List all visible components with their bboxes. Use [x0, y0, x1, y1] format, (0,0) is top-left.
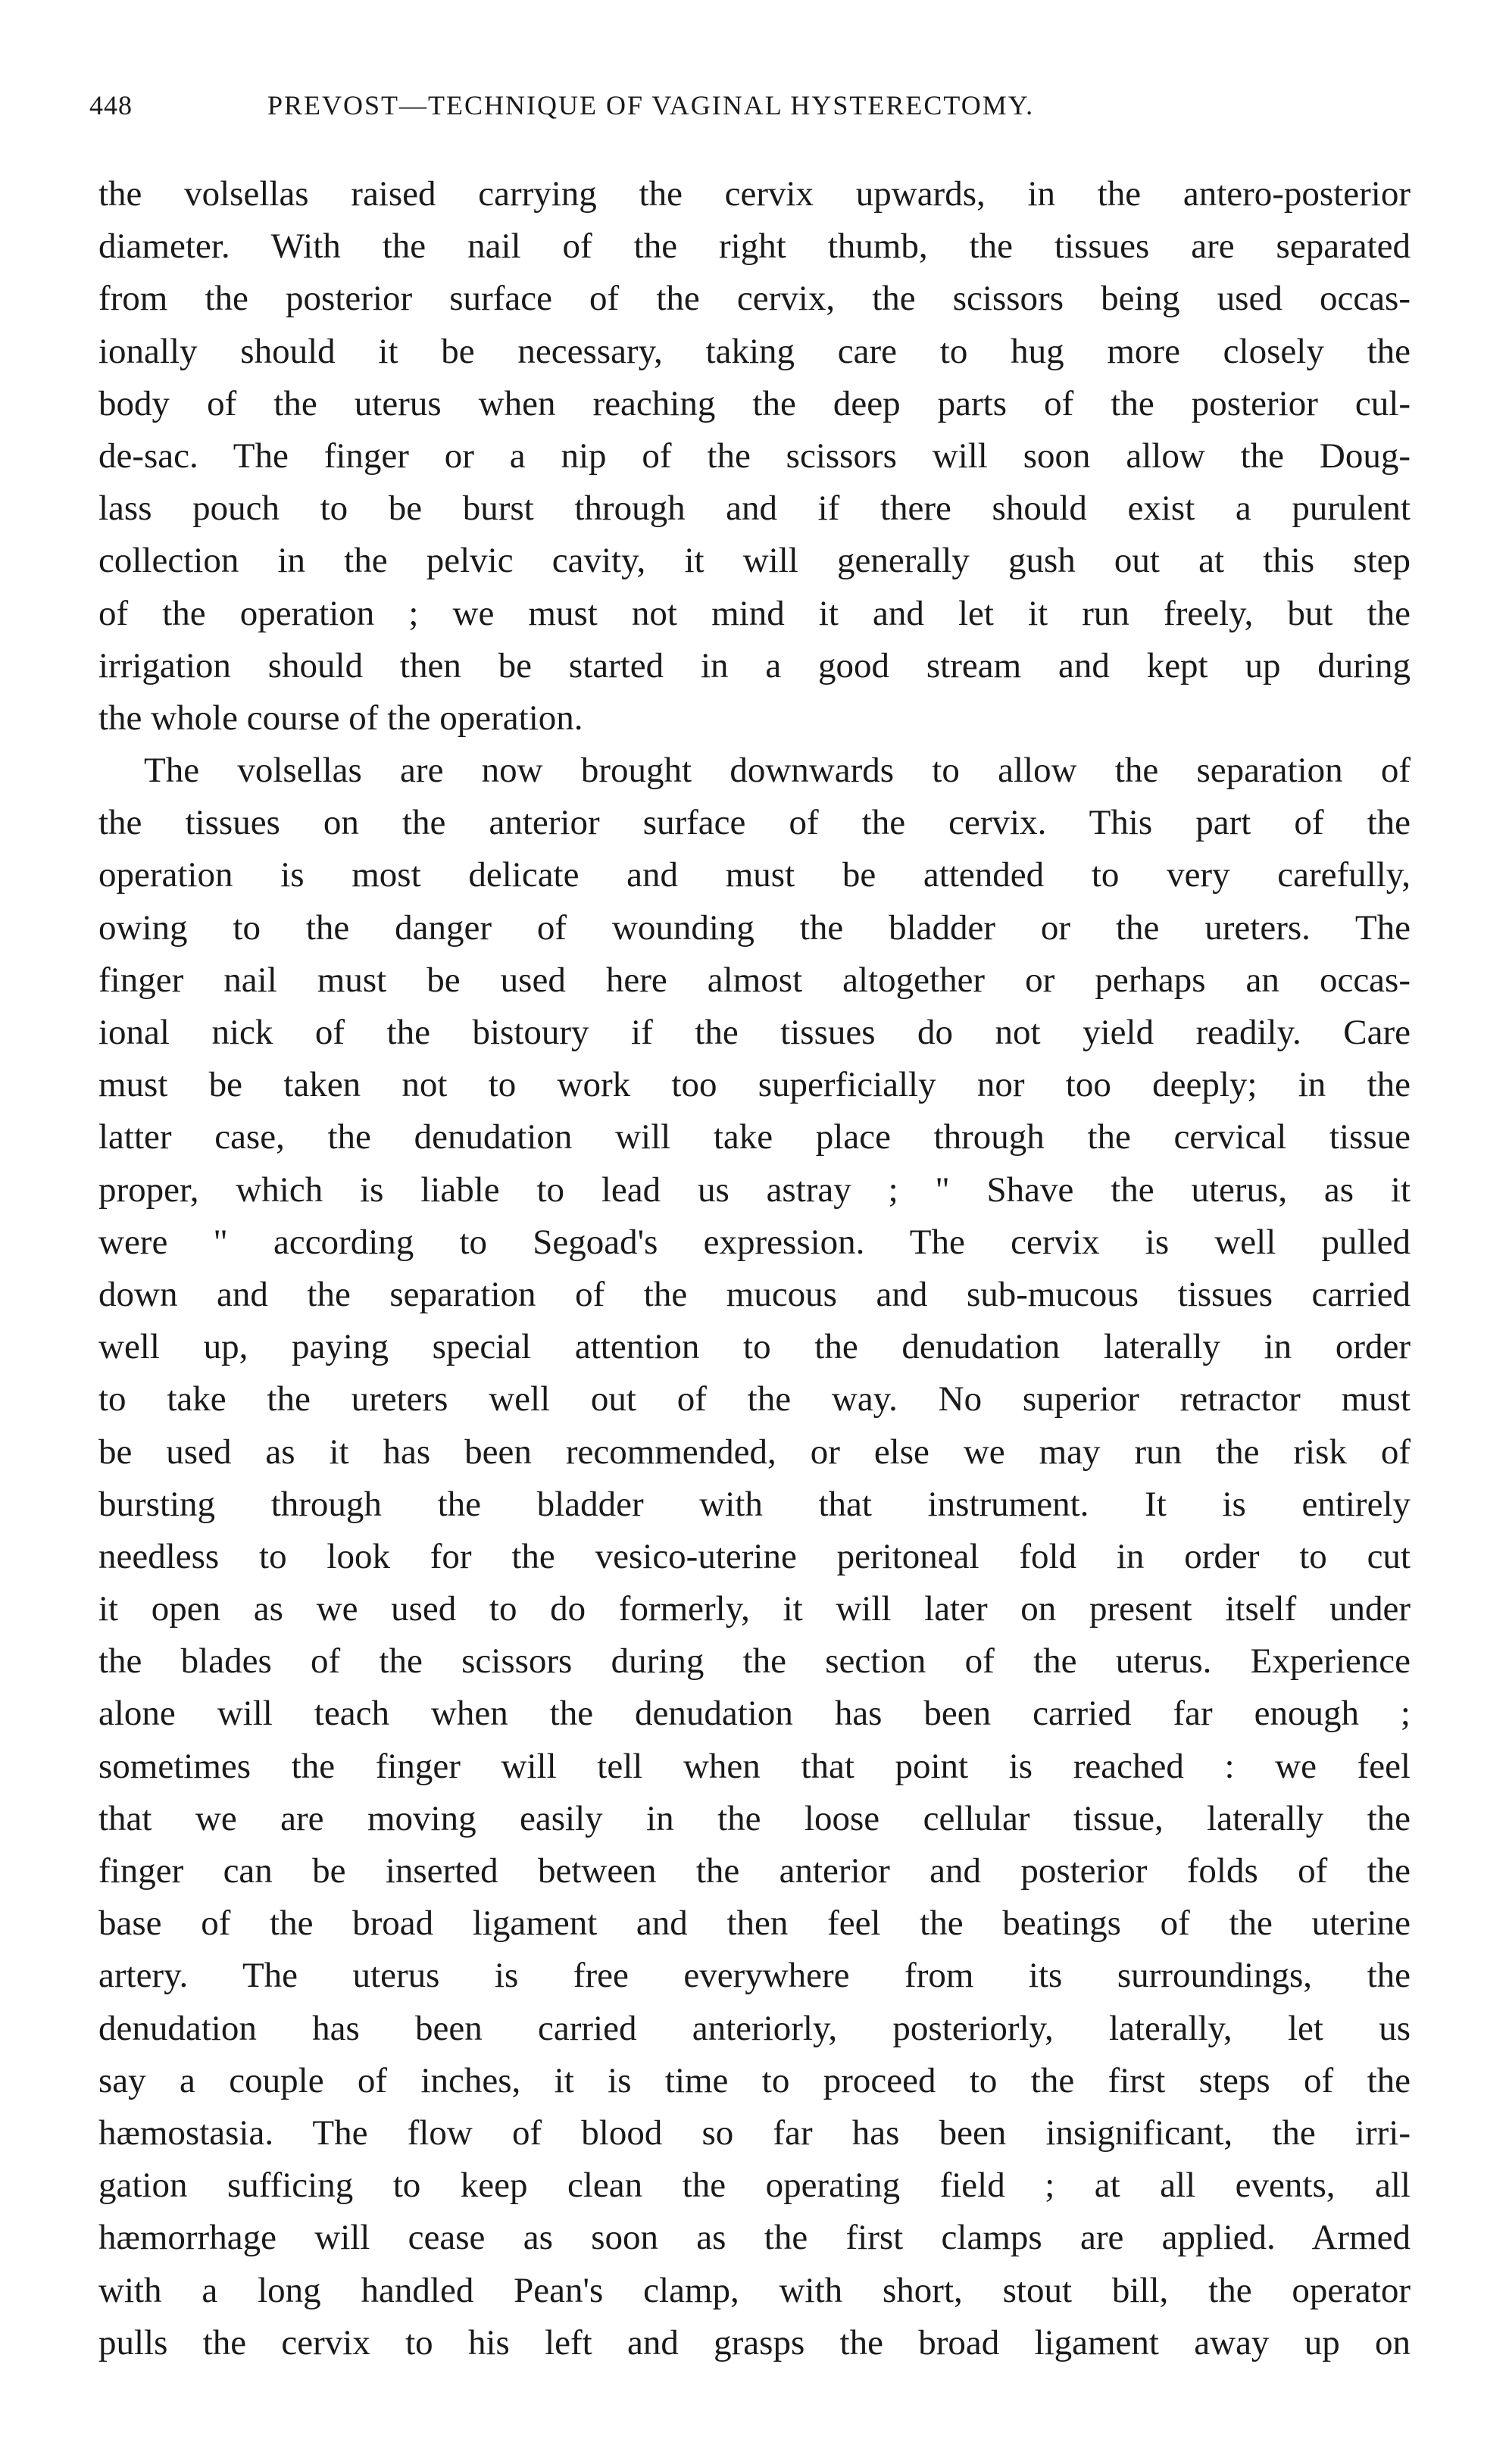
text-line: sometimes the finger will tell when that point is reached : we feel — [98, 1746, 1411, 1786]
text-line: irrigation should then be started in a good stream and kept up during — [98, 645, 1411, 685]
text-line: finger can be inserted between the anterior and posterior folds of the — [98, 1851, 1411, 1891]
text-line: must be taken not to work too superficially nor too deeply; in the — [98, 1065, 1411, 1105]
body-text — [98, 168, 1411, 2369]
text-line: operation is most delicate and must be attended to very carefully, — [98, 855, 1411, 895]
text-line: alone will teach when the denudation has been carried far enough ; — [98, 1694, 1411, 1734]
text-line: artery. The uterus is free everywhere from its surroundings, the — [98, 1956, 1411, 1996]
text-line: the blades of the scissors during the section of the uterus. Experience — [98, 1641, 1411, 1682]
paragraph-start-line: The volsellas are now brought downwards to allow the separation of — [144, 751, 1411, 791]
text-line: of the operation ; we must not mind it and let it run freely, but the — [98, 593, 1411, 633]
text-line: diameter. With the nail of the right thumb, the tissues are separated — [98, 226, 1411, 267]
text-line: with a long handled Pean's clamp, with short, stout bill, the operator — [98, 2270, 1411, 2310]
page-header — [89, 89, 1392, 135]
text-line: base of the broad ligament and then feel the beatings of the uterine — [98, 1903, 1411, 1944]
text-line: ional nick of the bistoury if the tissues do not yield readily. Care — [98, 1013, 1411, 1052]
text-line: say a couple of inches, it is time to proceed to the first steps of the — [98, 2060, 1411, 2100]
text-line: latter case, the denudation will take place through the cervical tissue — [98, 1117, 1411, 1157]
text-line: to take the ureters well out of the way. No superior retractor must — [98, 1379, 1411, 1419]
text-line: body of the uterus when reaching the deep parts of the posterior cul- — [98, 383, 1411, 423]
text-line: gation sufficing to keep clean the operating field ; at all events, all — [98, 2166, 1411, 2206]
running-head: PREVOST—TECHNIQUE OF VAGINAL HYSTERECTOMY. — [267, 90, 1035, 120]
text-line: the volsellas raised carrying the cervix upwards, in the antero-posterior — [98, 174, 1411, 214]
page-number: 448 — [89, 90, 133, 120]
text-line: de-sac. The finger or a nip of the scissors will soon allow the Doug- — [98, 436, 1411, 476]
text-line: that we are moving easily in the loose cellular tissue, laterally the — [98, 1798, 1411, 1838]
text-line: ionally should it be necessary, taking care to hug more closely the — [98, 331, 1411, 371]
text-line: proper, which is liable to lead us astray ; " Shave the uterus, as it — [98, 1170, 1411, 1210]
paragraph-end-line: the whole course of the operation. — [98, 698, 583, 738]
text-line: owing to the danger of wounding the bladder or the ureters. The — [98, 907, 1411, 948]
text-line: were " according to Segoad's expression. The cervix is well pulled — [98, 1222, 1411, 1262]
text-line: the tissues on the anterior surface of the cervix. This part of the — [98, 803, 1411, 843]
text-line: it open as we used to do formerly, it will later on present itself under — [98, 1589, 1411, 1629]
text-line: down and the separation of the mucous and sub-mucous tissues carried — [98, 1274, 1411, 1314]
text-line: hæmostasia. The flow of blood so far has been insignificant, the irri- — [98, 2113, 1411, 2153]
text-line: lass pouch to be burst through and if there should exist a purulent — [98, 489, 1411, 529]
text-line: from the posterior surface of the cervix, the scissors being used occas- — [98, 279, 1411, 319]
text-line: be used as it has been recommended, or else we may run the risk of — [98, 1432, 1411, 1472]
text-line: well up, paying special attention to the denudation laterally in order — [98, 1327, 1411, 1367]
text-line: needless to look for the vesico-uterine peritoneal fold in order to cut — [98, 1536, 1411, 1576]
text-line: pulls the cervix to his left and grasps the broad ligament away up on — [98, 2322, 1411, 2363]
text-line: collection in the pelvic cavity, it will generally gush out at this step — [98, 541, 1411, 581]
text-line: denudation has been carried anteriorly, posteriorly, laterally, let us — [98, 2008, 1411, 2048]
text-line: finger nail must be used here almost altogether or perhaps an occas- — [98, 960, 1411, 1000]
text-line: hæmorrhage will cease as soon as the first clamps are applied. Armed — [98, 2218, 1411, 2258]
text-line: bursting through the bladder with that instrument. It is entirely — [98, 1484, 1411, 1524]
